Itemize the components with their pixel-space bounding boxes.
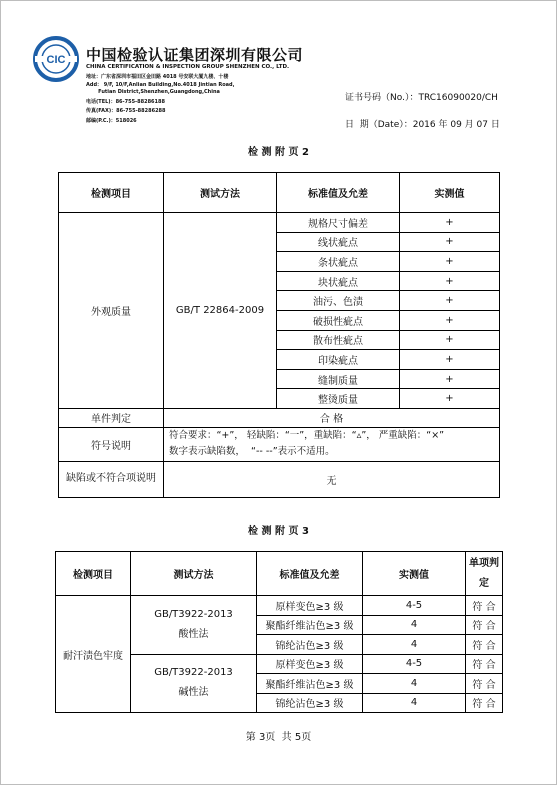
method-type: 碱性法 — [178, 687, 209, 699]
certificate-number — [345, 90, 498, 103]
value-cell: + — [400, 310, 500, 330]
value-cell: + — [400, 389, 500, 409]
appendix-2-table — [58, 172, 500, 498]
value-cell: 4-5 — [363, 596, 466, 616]
single-verdict-label: 单件判定 — [59, 408, 164, 427]
standard-cell: 线状疵点 — [277, 232, 400, 252]
defect-label: 缺陷或不符合项说明 — [59, 461, 164, 497]
standard-cell: 聚酯纤维沾色≥3 级 — [257, 615, 363, 635]
value-cell: + — [400, 271, 500, 291]
phone-line: 电话(TEL)：86-755-88286188 — [86, 99, 165, 105]
value-cell: + — [400, 213, 500, 233]
value-cell: + — [400, 350, 500, 370]
logo-text: CIC — [46, 54, 66, 66]
certificate-date — [345, 117, 500, 130]
appendix-2-title: 检 测 附 页 2 — [248, 147, 309, 158]
header-standard: 标准值及允差 — [277, 173, 400, 213]
standard-cell: 锦纶沾色≥3 级 — [257, 693, 363, 713]
table-row — [59, 213, 500, 233]
method-cell — [131, 596, 257, 655]
method-type: 酸性法 — [178, 628, 209, 640]
header-verdict: 单项判定 — [466, 552, 503, 596]
standard-cell: 聚酯纤维沾色≥3 级 — [257, 674, 363, 694]
verdict-cell: 符 合 — [466, 674, 503, 694]
symbol-label: 符号说明 — [59, 427, 164, 461]
value-cell: 4 — [363, 674, 466, 694]
value-cell: 4 — [363, 615, 466, 635]
verdict-cell: 符 合 — [466, 693, 503, 713]
verdict-cell: 符 合 — [466, 615, 503, 635]
appendix-3-table — [55, 551, 503, 713]
date-label: 日 期（Date）： — [345, 120, 413, 130]
item-cell: 外观质量 — [59, 213, 164, 409]
single-verdict-value: 合 格 — [164, 408, 500, 427]
address-line: Add： 9/F, 10/F,Anlian Building,No.4018 Jintian Road, — [86, 82, 235, 88]
value-cell: + — [400, 330, 500, 350]
address-line: 地址：广东省深圳市福田区金田路 4018 号安联大厦九楼、十楼 — [86, 74, 229, 80]
company-name-en: CHINA CERTIFICATION & INSPECTION GROUP SHENZHEN CO., LTD. — [86, 64, 290, 70]
standard-cell: 原样变色≥3 级 — [257, 596, 363, 616]
standard-cell: 原样变色≥3 级 — [257, 654, 363, 674]
value-cell: + — [400, 291, 500, 311]
method-cell: GB/T 22864-2009 — [164, 213, 277, 409]
postcode-line: 邮编(P.C.)：518026 — [86, 118, 137, 124]
company-name-cn: 中国检验认证集团深圳有限公司 — [86, 46, 304, 64]
standard-cell: 油污、色渍 — [277, 291, 400, 311]
cert-no-label: 证书号码（No.）： — [345, 93, 419, 103]
method-cell — [131, 654, 257, 713]
standard-cell: 规格尺寸偏差 — [277, 213, 400, 233]
standard-cell: 整烫质量 — [277, 389, 400, 409]
symbol-description — [164, 427, 500, 461]
verdict-cell: 符 合 — [466, 596, 503, 616]
standard-cell: 破损性疵点 — [277, 310, 400, 330]
standard-cell: 条状疵点 — [277, 252, 400, 272]
value-cell: + — [400, 232, 500, 252]
header-method: 测试方法 — [131, 552, 257, 596]
standard-cell: 块状疵点 — [277, 271, 400, 291]
table-row — [56, 596, 503, 616]
date-value: 2016 年 09 月 07 日 — [412, 120, 500, 130]
value-cell: + — [400, 369, 500, 389]
fax-line: 传真(FAX)：86-755-88286288 — [86, 108, 166, 114]
defect-value: 无 — [164, 461, 500, 497]
address-line: Futian District,Shenzhen,Guangdong,China — [86, 89, 220, 95]
header-value: 实测值 — [400, 173, 500, 213]
value-cell: + — [400, 252, 500, 272]
verdict-cell: 符 合 — [466, 654, 503, 674]
cert-no-value: TRC16090020/CH — [418, 93, 498, 103]
header-method: 测试方法 — [164, 173, 277, 213]
value-cell: 4 — [363, 693, 466, 713]
symbol-line-2: 数字表示缺陷数， “-- --”表示不适用。 — [169, 446, 335, 458]
verdict-cell: 符 合 — [466, 635, 503, 655]
standard-cell: 锦纶沾色≥3 级 — [257, 635, 363, 655]
header-value: 实测值 — [363, 552, 466, 596]
value-cell: 4-5 — [363, 654, 466, 674]
header-item: 检测项目 — [59, 173, 164, 213]
cic-logo — [33, 36, 79, 82]
value-cell: 4 — [363, 635, 466, 655]
symbol-line-1: 符合要求：“+”， 轻缺陷：“一”，重缺陷：“▵”， 严重缺陷：“×” — [169, 430, 445, 442]
item-cell: 耐汗渍色牢度 — [56, 596, 131, 713]
standard-cell: 印染疵点 — [277, 350, 400, 370]
method-standard: GB/T3922-2013 — [154, 667, 233, 679]
page-number: 第 3页 共 5页 — [245, 732, 312, 743]
header-item: 检测项目 — [56, 552, 131, 596]
method-standard: GB/T3922-2013 — [154, 608, 233, 620]
header-standard: 标准值及允差 — [257, 552, 363, 596]
standard-cell: 缝制质量 — [277, 369, 400, 389]
appendix-3-title: 检 测 附 页 3 — [248, 526, 309, 537]
standard-cell: 散布性疵点 — [277, 330, 400, 350]
